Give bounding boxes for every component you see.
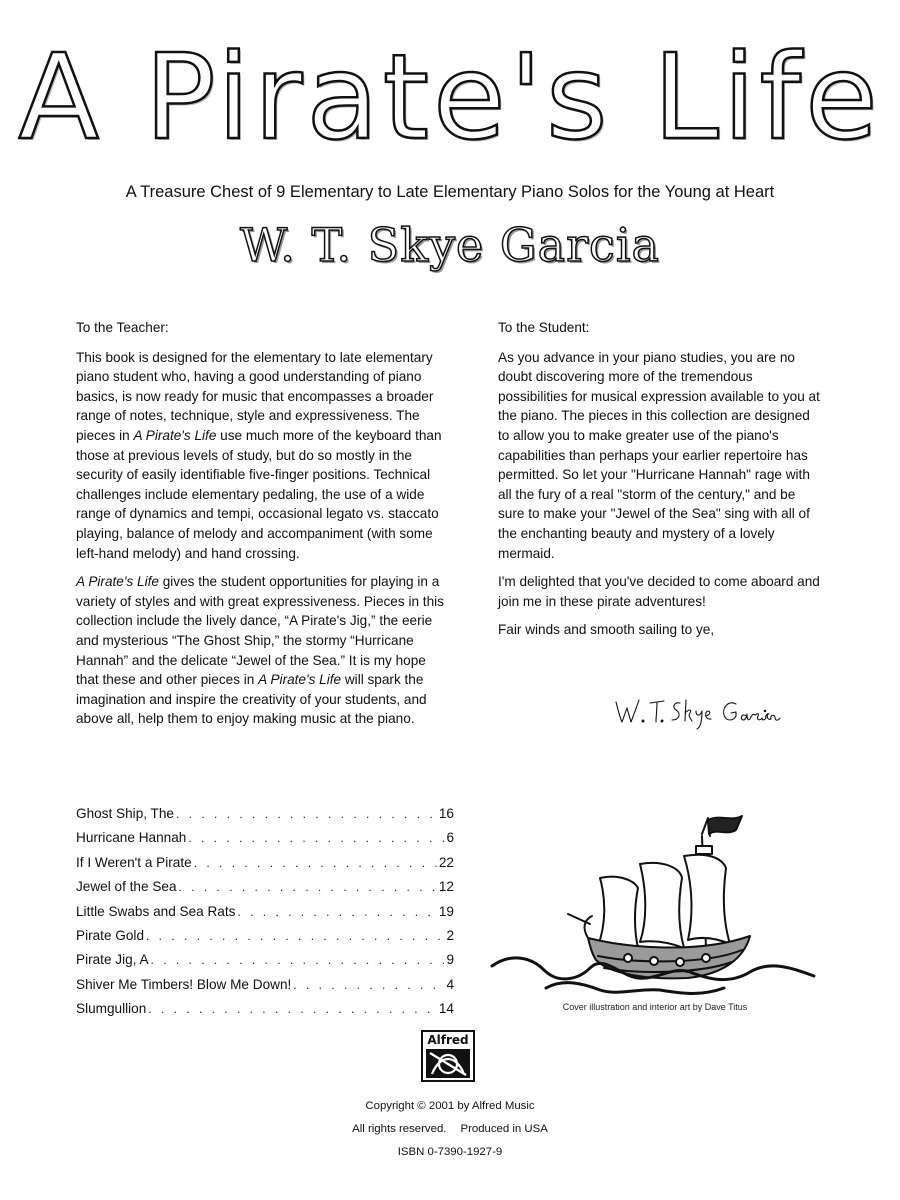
publisher-logo <box>421 1030 475 1082</box>
toc-leader <box>188 826 444 850</box>
toc-entry <box>76 997 454 1021</box>
toc-entry <box>76 875 454 899</box>
toc-leader <box>176 802 437 826</box>
teacher-paragraph-2 <box>76 572 451 729</box>
student-heading: To the Student: <box>498 320 590 335</box>
publisher-logo-mark <box>426 1049 470 1078</box>
rights-line <box>0 1123 900 1135</box>
toc-title: Little Swabs and Sea Rats <box>76 903 236 919</box>
toc-page: 14 <box>438 1001 454 1017</box>
toc-title: Ghost Ship, The <box>76 806 174 821</box>
toc-entry <box>76 924 454 948</box>
table-of-contents <box>76 802 454 1022</box>
toc-page: 4 <box>446 976 454 992</box>
teacher-p2-book-title-2: A Pirate's Life <box>258 672 342 688</box>
toc-leader <box>146 924 444 948</box>
toc-page: 9 <box>446 952 454 968</box>
teacher-paragraph-1 <box>76 348 451 564</box>
student-paragraph-1: As you advance in your piano studies, you are no doubt discovering more of the tremendous possibilities for musical expression available to you at the piano. The pieces in this collection are designed to allow you to make greater use of the piano's capabilities than perhaps your earlier repertoire has permitted. So let your "Hurricane Hannah" rage with all the fury of a real "storm of the century," and be sure to make your "Jewel of the Sea" sing with all of the enchanting beauty and mystery of a lovely mermaid. <box>498 349 820 561</box>
toc-title: Pirate Jig, A <box>76 952 149 968</box>
toc-page: 22 <box>438 854 454 870</box>
book-title: A Pirate's Life <box>18 28 882 166</box>
publisher-logo-wordmark: Alfred <box>427 1033 469 1047</box>
toc-page: 16 <box>438 806 454 821</box>
teacher-p1-text-a: This book is designed for the elementary to late elementary piano student who, having a good understanding of piano basics, is now ready for music that encompasses a broader range of notes, technique, style and expressiveness. The pieces in <box>76 349 434 443</box>
toc-leader <box>151 948 445 972</box>
author-name: W. T. Skye Garcia <box>240 218 660 272</box>
student-closing: Fair winds and smooth sailing to ye, <box>498 622 715 638</box>
student-paragraph-2: I'm delighted that you've decided to come aboard and join me in these pirate adventures! <box>498 574 820 609</box>
teacher-p2-text-b: will spark the imagination and inspire the creativity of your students, and above all, help them to enjoy making music at the piano. <box>76 672 427 727</box>
rights-reserved-text: All rights reserved. <box>352 1123 447 1135</box>
toc-entry <box>76 851 454 875</box>
pirate-ship-illustration <box>488 808 818 1008</box>
toc-leader <box>148 997 437 1021</box>
produced-in-text: Produced in USA <box>460 1123 548 1135</box>
toc-page: 19 <box>438 903 454 919</box>
toc-entry <box>76 900 454 924</box>
toc-title: Hurricane Hannah <box>76 830 187 846</box>
illustration-credit: Cover illustration and interior art by Dave Titus <box>562 1002 748 1012</box>
toc-title: Pirate Gold <box>76 927 145 943</box>
book-subtitle: A Treasure Chest of 9 Elementary to Late Elementary Piano Solos for the Young at Heart <box>125 183 775 201</box>
toc-leader <box>237 900 436 924</box>
student-section <box>498 318 824 649</box>
teacher-p1-text-b: use much more of the keyboard than those at previous levels of study, but do so mostly in the security of easily identifiable five-finger positions. Technical challenges include elementary pedaling, the use of a wide range of dynamics and tempi, occasional legato vs. staccato playing, balance of melody and accompaniment (with some left-hand melody) and hand crossing. <box>76 427 442 561</box>
handwritten-signature <box>612 694 792 734</box>
toc-title: If I Weren't a Pirate <box>76 854 192 870</box>
toc-page: 2 <box>446 927 454 943</box>
toc-page: 12 <box>438 879 454 895</box>
toc-leader <box>179 875 437 899</box>
toc-entry <box>76 973 454 997</box>
toc-leader <box>293 973 444 997</box>
teacher-p1-book-title: A Pirate's Life <box>133 427 217 443</box>
toc-page: 6 <box>446 830 454 846</box>
copyright-line: Copyright © 2001 by Alfred Music <box>365 1100 535 1112</box>
teacher-p2-book-title: A Pirate's Life <box>76 574 159 590</box>
toc-leader <box>194 851 437 875</box>
toc-title: Shiver Me Timbers! Blow Me Down! <box>76 976 292 992</box>
teacher-section <box>76 318 451 738</box>
toc-entry <box>76 826 454 850</box>
isbn-line: ISBN 0-7390-1927-9 <box>397 1146 503 1158</box>
teacher-heading: To the Teacher: <box>76 320 169 335</box>
teacher-p2-text-a: gives the student opportunities for playing in a variety of styles and with great expressiveness. Pieces in this collection include the lively dance, “A Pirate's Jig,” the eerie and mysterious “The Ghost Ship,” the stormy “Hurricane Hannah” and the delicate “Jewel of the Sea.” It is my hope that these and other pieces in <box>76 574 444 688</box>
toc-title: Slumgullion <box>76 1001 147 1017</box>
toc-title: Jewel of the Sea <box>76 879 177 895</box>
toc-entry <box>76 802 454 826</box>
toc-entry <box>76 948 454 972</box>
